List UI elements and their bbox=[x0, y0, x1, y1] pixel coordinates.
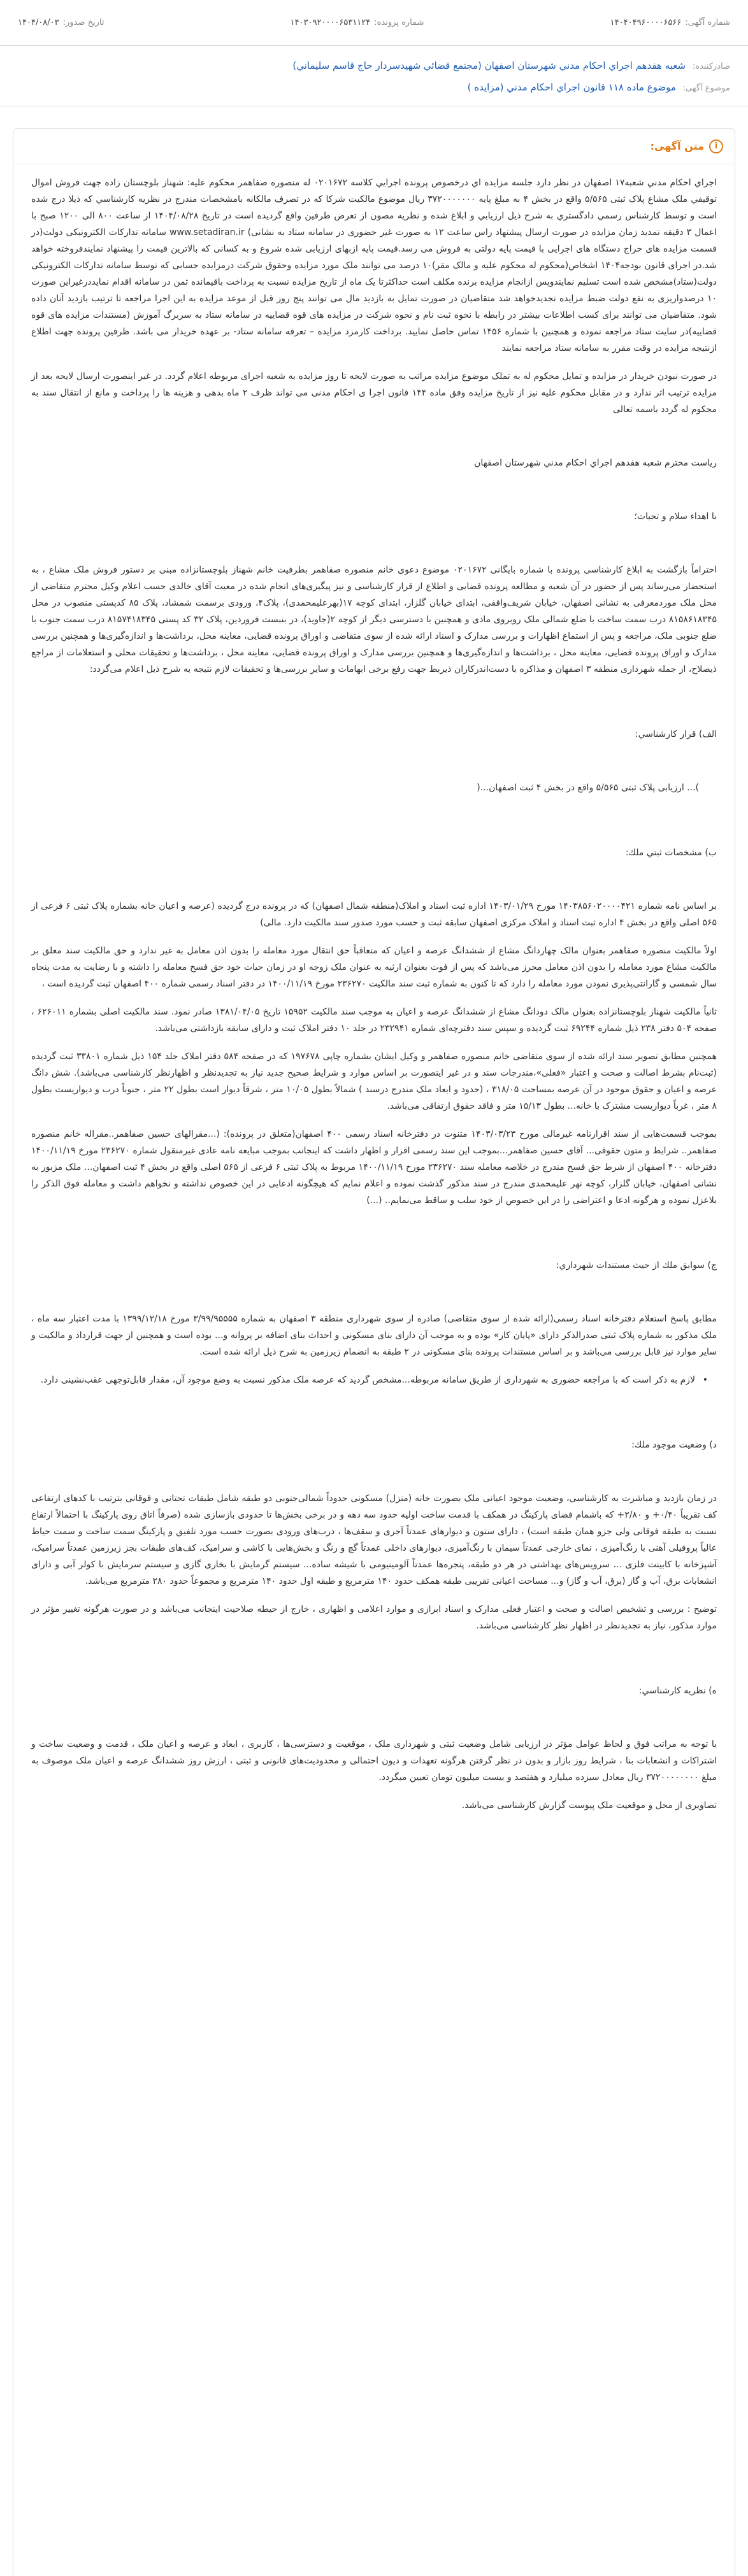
notice-text-card bbox=[13, 128, 735, 2576]
bullet-setback: • لازم به ذکر است که با مراجعه حضوری به شهرداری از طریق سامانه مربوطه...مشخص گردید که عرصه ملک مذکور نسبت به وضع موجود آن، مقدار قابل‌توجهی عقب‌نشینی دارد. bbox=[31, 1372, 717, 1388]
issuer-label: صادرکننده: bbox=[692, 62, 730, 71]
subject-row bbox=[0, 76, 748, 106]
notice-number bbox=[610, 18, 730, 27]
heading-expert-opinion: ه) نظريه كارشناسي: bbox=[638, 1686, 717, 1696]
notice-text-title: متن آگهی: bbox=[650, 140, 704, 152]
info-icon: i bbox=[709, 139, 723, 153]
paragraph-acknowledgment: بموجب قسمت‌هایی از سند اقرارنامه غیرمالی مورخ ۱۴۰۳/۰۳/۲۳ متنوت در دفترخانه اسناد رسمی ۴۰۰ اصفهان(متعلق در پرونده): (...مقرالهای حسین صفاهمر..مقراله خانم منصوره صفاهمر.. شرایط و متون حقوقی... آقای حسین صفاهمر...بموجب این سند رسمی اقرار و اظهار داشت که اینجانب بموجب مبایعه نامه عادی غیرمنقول شماره ۲۳۶۲۷۰ مورخ ۱۴۰۰/۱۱/۱۹ دفترخانه ۴۰۰ اصفهان از شرط حق فسخ مندرج در خلاصه معامله سند ۲۳۶۲۷۰ مورخ ۱۴۰۰/۱۱/۱۹ مربوط به پلاک ثبتی ۶ فرعی از ۵۶۵ اصلی واقع در بخش ۴ ثبت اصفهان... ملک مزبور به نشانی اصفهان، خیابان گلزار، کوچه نهر علیمحمدی مندرج در سند مذکور گذشت نموده و اعلام نمایم که هیچگونه ادعایی در این خصوص نداشته و نخواهم داشت و معامله فوق الذکر را بلاعزل نموده و هرگونه ادعا و اعتراضی را در این خصوص از خود سلب و ساقط می‌نمایم.. (...) bbox=[31, 1129, 717, 1206]
notice-meta-bar bbox=[0, 0, 748, 46]
heading-expert-order: الف) قرار كارشناسي: bbox=[635, 729, 717, 739]
paragraph-municipality: مطابق پاسخ استعلام دفترخانه اسناد رسمی(ارائه شده از سوی متقاضی) صادره از سوی شهرداری منطقه ۳ اصفهان به شماره ۳/۹۹/۹۵۵۵۵ مورخ ۱۳۹۹/۱۲/۱۸ با مدت اعتبار سه ماه ، ملک مذکور به شماره پلاک ثبتی صدرالذکر دارای «پایان کار» بوده و به موجب آن دارای بنای مسکونی و احداث بنای اضافه بر پروانه و... بوده است و همچنین از جهت قرارداد و مالکیت و سایر موارد نیز قابل بررسی می‌باشد و بر اساس مستندات پرونده بنای مسکونی در ۲ طبقه به انضمام زیرزمین به شرح ذیل ارائه شده است. bbox=[31, 1314, 717, 1357]
case-number-label: شماره پرونده: bbox=[374, 18, 424, 27]
case-number bbox=[291, 18, 424, 27]
paragraph-photos: تصاویری از محل و موقعیت ملک پیوست گزارش کارشناسی می‌باشد. bbox=[461, 1800, 717, 1811]
heading-current-status: د) وضعيت موجود ملك: bbox=[631, 1440, 717, 1450]
subject-value: موضوع ماده ۱۱۸ قانون اجراي احكام مدني (مزايده ) bbox=[467, 82, 676, 93]
heading-municipality: ج) سوابق ملك از حيث مستندات شهرداري: bbox=[556, 1260, 717, 1270]
paragraph-no-buyer: در صورت نبودن خریدار در مزایده و تمایل محکوم له به تملک موضوع مزایده مراتب به صورت لایحه تا روز مزایده به شعبه اجرای مربوطه اعلام گردد. در غیر اینصورت ارسال لایحه بعد از مزایده ترتیب اثر ندارد و در مقابل محکوم علیه نیز از تاریخ مزایده وفق ماده ۱۴۴ قانون اجرا ی احکام مدنی می تواند ظرف ۲ ماه بدهی و هزینه ها را پرداخت و مانع از انتقال سند به محکوم له گردد باسمه تعالی bbox=[31, 371, 717, 415]
paragraph-second-owner: ثانیاً مالکیت شهناز بلوچستانزاده بعنوان مالک دودانگ مشاع از ششدانگ عرصه و اعیان به موجب سند مالکیت ۱۵۹۵۲ تاریخ ۱۳۸۱/۰۴/۰۵ صادر نمود. سند مالکیت اصلی بشماره ۶۲۶۰۱۱ ، صفحه ۵۰۴ دفتر ۲۳۸ ذیل شماره ۶۹۲۴۴ ثبت گردیده و سپس سند دفترچه‌ای شماره ۲۳۲۹۴۱ در جلد ۱۰ دفتر املاک ثبت و دارای سابقه بازداشتی می‌باشد. bbox=[31, 1007, 717, 1034]
subject-label: موضوع آگهی: bbox=[682, 83, 730, 93]
issue-date-label: تاریخ صدور: bbox=[62, 18, 104, 27]
issuer-value: شعبه هفدهم اجراي احكام مدني شهرستان اصفهان (مجتمع قضائي شهيدسردار حاج قاسم سليماني) bbox=[292, 60, 686, 71]
paragraph-report-intro: احتراماً بازگشت به ابلاغ کارشناسی پرونده با شماره بایگانی ۰۲۰۱۶۷۲ موضوع دعوی خانم منصوره صفاهمر بطرفیت خانم شهناز بلوچستانزاده مبنی بر دستور فروش ملک مشاع ، به استحضار می‌رساند پس از حضور در آن شعبه و مطالعه پرونده قضایی و اطلاع از قرار کارشناسی و نیز پیگیری‌های انجام شده در معیت آقای خالدی حسب اعلام وکیل محترم متقاضی از محل ملک موردمعرفی به نشانی اصفهان، خیابان شریف‌واقفی، ابتدای خیابان گلزار، ابتدای کوچه ۱۷(بهرعلیمحمدی)، پلاک۴، ورودی برسمت شمشاد، پلاک ۸۵ کدپستی منصوب در محل ۸۱۵۸۶۱۸۳۴۵ درب سمت ساخت با ضلع شمالی ملک روبروی مادی و همچنین با دسترسی دیگر از کوچه ۲(جاوید)، در بنبست فروردین، پلاک ۳۲ کد پستی ۸۱۵۷۴۱۸۳۴۵ درب سمت جنوب با ضلع جنوبی ملک، مراجعه و پس از استماع اظهارات و بررسی مدارک و اسناد ارائه شده از سوی متقاضی و اوراق پرونده قضایی، معاینه محل، برداشت‌ها و اندازه‌گیری‌ها و همچنین بررسی مدارک و اوراق پرونده قضایی، معاینه محل ، برداشت‌ها و اندازه‌گیری‌ها و همچنین بررسی مدارک و اوراق پرونده قضایی، معاینه محل ، برداشت‌ها و تحقیقات محلی و استعلامات از مراجع ذیصلاح، از جمله شهرداری منطقه ۳ اصفهان و مذاکره با دست‌اندرکاران ذیربط جهت رفع برخی ابهامات و سایر بررسی‌ها و تحقیقات لازم نتیجه به شرح ذیل اعلام می‌گردد: bbox=[31, 565, 717, 674]
notice-text-body bbox=[13, 164, 735, 1851]
issue-date-value: ۱۴۰۴/۰۸/۰۳ bbox=[18, 18, 59, 27]
issue-date bbox=[18, 18, 104, 27]
notice-number-label: شماره آگهی: bbox=[685, 18, 730, 27]
case-number-value: ۱۴۰۳۰۹۲۰۰۰۰۶۵۳۱۱۲۴ bbox=[290, 18, 371, 27]
paragraph-addressee: رياست محترم شعبه هفدهم اجراي احكام مدني شهرستان اصفهان bbox=[474, 458, 717, 468]
paragraph-auction: اجراي احكام مدني شعبه۱۷ اصفهان در نظر دارد جلسه مزايده اي درخصوص پرونده اجرايي كلاسه ۰۲۰۱۶۷۲ له منصوره صفاهمر محکوم علیه: شهناز بلوچستان زاده جهت فروش اموال توقيفي ملک مشاع پلاک ثبتی ۵/۵۶۵ واقع در بخش ۴ به مبلغ پایه ۳۷۲۰۰۰۰۰۰۰ ریال موضوع مالکیت شرکا که در تصرف مالکانه بامشخصات مندرج در نظريه كارشناسي كه ذيلا درج شده است و توسط كارشناس رسمي دادگستري به شرح ذيل ارزيابي و ابلاغ شده و نظريه مصون از تعرض طرفين واقع گرديده است در تاريخ ۱۴۰۴/۰۸/۲۸ از ساعت ۸۰۰ الی ۱۲۰۰ صبح با اعمال ۳ دقیقه تمدید زمان مزایده در صورت ارسال پیشنهاد راس ساعت ۱۲ به صورت غیر حضوری در سامانه ستاد به نشانی) www.setadiran.ir سامانه تدارکات الکترونیکی دولت(در قسمت مزایده های حراج دستگاه های اجرایی با قیمت پایه دولتی به فروش می رسد.قیمت پایه ازبهای ارزیابی شده شروع و به کسانی که بالاترین قیمت را پیشنهاد نمایندفروخته خواهد شد.در اجرای قانون بودجه۱۴۰۴ اشخاص(محکوم له محکوم علیه و مالک مقر)۱۰ درصد می توانند ملک مورد مزایده وحقوق شرکت درمزایده حسابی که توسط سامانه تدارکات الکترونیکی دولت(ستاد)مشخص شده است تسلیم نمایندوپس ازانجام مزایده برنده مکلف است حداکثرتا یک ماه از تاریخ مزایده نسبت به پرداخت باقیمانده ثمن در سامانه اقدام نمایددرغیراین صورت ۱۰ درصدواریزی به نفع دولت ضبط مزایده تجدیدخواهد شد متقاضیان در صورت تمایل به بازدید مال می توانند پنج روز قبل از موعد مزایده به این اجرا مراجعه تا ترتیب بازدید آنان داده شود. متقاضیان می توانند برای کسب اطلاعات بیشتر در رابطه با نحوه ثبت نام و نحوه شرکت در مزایده های قوه قضاییه در سامانه ستاد به سربرگ آموزش (مستندات مزایده های قوه قضاییه)در سایت ستاد مراجعه نموده و همچنین با شماره ۱۴۵۶ تماس حاصل نمایید. برداخت کارمزد مزایده – تعرفه سامانه ستاد- بر عهده خریدار می باشد. ظرفین پرونده جهت اطلاع ازنتیجه مزایده در وقت مقرر به سامانه ستاد مراجعه نمایند bbox=[31, 178, 717, 353]
paragraph-note: توضیح : بررسی و تشخیص اصالت و صحت و اعتبار فعلی مدارک و اسناد ابرازی و موارد اعلامی و اظهاری ، خارج از حیطه صلاحیت اینجانب می‌باشد و در صورت هرگونه تغییر مؤثر در موارد مذکور، نیاز به تجدیدنظر در اظهار نظر کارشناسی می‌باشد. bbox=[31, 1604, 717, 1631]
paragraph-registry-letter: بر اساس نامه شماره ۱۴۰۳۸۵۶۰۲۰۰۰۰۴۲۱ مورخ ۱۴۰۳/۰۱/۲۹ اداره ثبت اسناد و املاک(منطقه شمال اصفهان) که در پرونده درج گردیده (عرصه و اعیان خانه بشماره پلاک ثبتی ۶ فرعی از ۵۶۵ اصلی واقع در بخش ۴ اداره ثبت اسناد و املاک مرکزی اصفهان سابقه ثبت و حسب مورد صدور سند مالکیت دارد. مالی) bbox=[31, 901, 717, 928]
notice-text-header bbox=[13, 129, 735, 164]
notice-number-value: ۱۴۰۴۰۴۹۶۰۰۰۰۶۵۶۶ bbox=[610, 18, 682, 27]
heading-registry-specs: ب) مشخصات ثبتي ملك: bbox=[625, 848, 717, 858]
issuer-row bbox=[0, 46, 748, 76]
paragraph-first-owner: اولاً مالکیت منصوره صفاهمر بعنوان مالک چهاردانگ مشاع از ششدانگ عرصه و اعیان که متعاقباً حق انتقال مورد معامله را بدون اذن معامل به غیر ندارد و حق مالکیت سند معلق بر مالکیت مشاع مورد معامله را بدون اذن معامل محرز می‌باشد که پس از فوت بعنوان ارثیه به عنوان ملک زوجه او در زمان حیات خود حق فسخ معامله را داشته و با رضایت به مدت پنجاه سال شمسی و گارانتی‌پذیری نمودن مورد معامله را دارد که تا کنون به شماره ثبت سند مالکیت ۲۳۶۲۷۰ مورخ ۱۴۰۰/۱۱/۱۹ در دفتر اسناد رسمی شماره ۴۰۰ اصفهان ثبت گردیده است ، bbox=[31, 946, 717, 989]
paragraph-expert-opinion: با توجه به مراتب فوق و لحاظ عوامل مؤثر در ارزیابی شامل وضعیت ثبتی و شهرداری ملک ، موقعیت و دسترسی‌ها ، کاربری ، ابعاد و عرصه و اعیان ملک ، قدمت و وضعیت ساخت و اشتراکات و انشعابات بنا ، شرایط روز بازار و بدون در نظر گرفتن هرگونه تعهدات و دیون احتمالی و محدودیت‌های قانونی و ثبتی ، ارزش روز ششدانگ عرصه و اعیان ملک موصوف به مبلغ ۳۷۲۰۰۰۰۰۰۰۰ ریال معادل سیزده میلیارد و هفتصد و بیست میلیون تومان تعیین میگردد. bbox=[31, 1739, 717, 1783]
expert-order-item: )... ارزیابی پلاک ثبتی ۵/۵۶۵ واقع در بخش ۴ ثبت اصفهان...( bbox=[477, 783, 699, 793]
paragraph-deed-details: همچنین مطابق تصویر سند ارائه شده از سوی متقاضی خانم منصوره صفاهمر و وکیل ایشان بشماره چاپی ۱۹۷۶۷۸ که در صفحه ۵۸۴ دفتر املاک جلد ۱۵۴ ذیل شماره ۳۳۸۰۱ ثبت گردیده (ثبت‌نام بشرط اصالت و صحت و اعتبار «فعلی»،مندرجات سند و در غیر اینصورت بر اساس موارد و شرایط صحیح جدید نیاز به تجدیدنظر و اظهارنظر کارشناسی می‌باشد). شش دانگ عرصه و اعیان و حقوق موجود در آن عرصه بمساحت ۳۱۸/۰۵ ، (حدود و ابعاد ملک مندرج درسند ) شمالاً بطول ۱۰/۰۵ متر ، شرقاً دیوار است بطول ۲۲ متر ، جنوباً درب و دیواریست بطول ۸ متر ، غرباً دیواریست مشترک با خانه... بطول ۱۵/۱۳ متر و فاقد حقوق ارتفاقی می‌باشد. bbox=[31, 1051, 717, 1111]
paragraph-greeting: با اهداء سلام و تحيات؛ bbox=[634, 511, 717, 522]
paragraph-current-status: در زمان بازدید و مباشرت به کارشناسی، وضعیت موجود اعیانی ملک بصورت خانه (منزل) مسکونی حدوداً شمالی‌جنوبی دو طبقه شامل طبقات تحتانی و فوقانی بترتیب با کدهای ارتفاعی کف تقریباً ۰/۴۰+ و ۲/۸۰+ که باشمام فضای پارکینگ در همکف با قدمت ساخت اولیه حدود سه دهه و در برخی بخش‌ها تا حدودی بازسازی شده (صرفاً اتاق روی پارکینگ با احتمالاً ارتفاع نسبت به طبقه فوقانی ولی جزو همان طبقه است) ، دارای ستون و دیوارهای عمدتاً آجری و سقف‌ها ، درب‌های ورودی بصورت حسب مورد تلفیق و پارکینگ سمت ساخت و سمت حیاط عالیاً پروفیلی آهنی با رنگ‌آمیزی ، نمای خارجی عمدتاً سیمان با رنگ‌آمیزی، دیوارهای داخلی عمدتاً گچ و رنگ و بخش‌هایی با کاشی و سرامیک، کف‌های طبقات بجز زیرزمین عمدتاً سرامیک، آشپزخانه با کابینت فلزی ... سرویس‌های بهداشتی در هر دو طبقه، پنجره‌ها عمدتاً آلومینیومی با شیشه ساده... سیستم گرمایش با بخاری گازی و سیستم سرمایش با کولر آبی و دارای انشعابات برق، آب و گاز (برق، آب و گاز) و... مساحت اعیانی تقریبی طبقه همکف حدود ۱۴۰ مترمربع و طبقه اول حدود ۱۴۰ مترمربع و مجموعاً حدود ۲۸۰ مترمربع می‌باشد. bbox=[31, 1493, 717, 1586]
